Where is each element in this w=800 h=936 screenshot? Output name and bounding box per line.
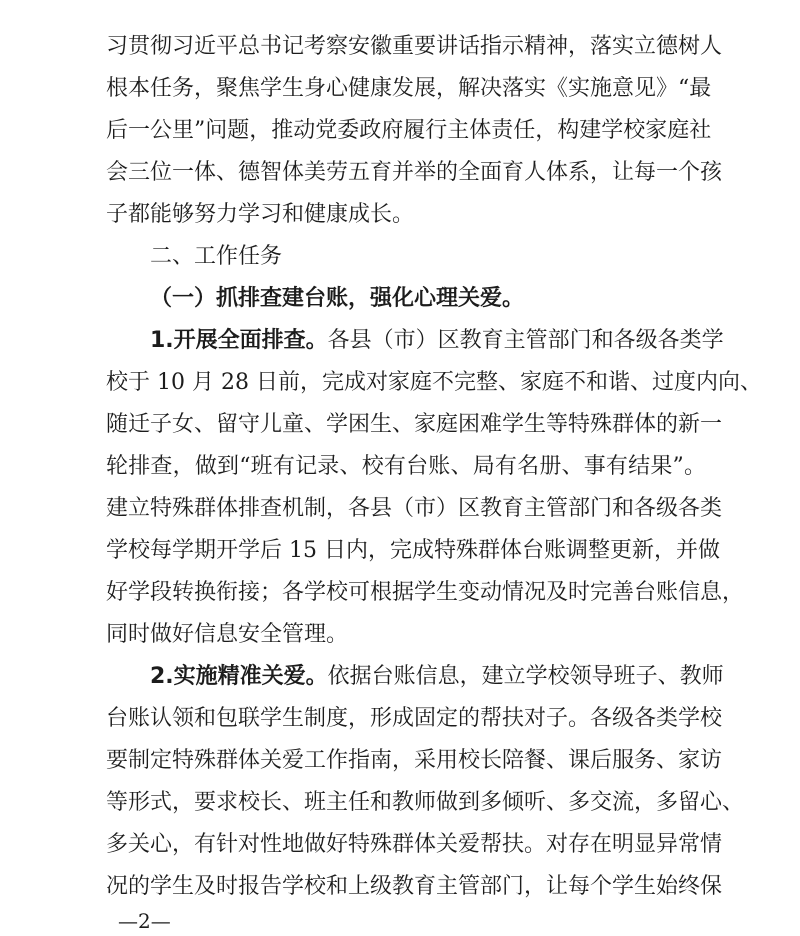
item2-line-4: 等形式，要求校长、班主任和教师做到多倾听、多交流，多留心、 [106,790,745,815]
item2-title: 2.实施精准关爱。 [150,664,328,689]
item2-line-2: 台账认领和包联学生制度，形成固定的帮扶对子。各级各类学校 [106,706,723,731]
item2-line-6: 况的学生及时报告学校和上级教育主管部门，让每个学生始终保 [106,874,723,899]
paragraph-line-3: 后一公里”问题，推动党委政府履行主体责任，构建学校家庭社 [106,118,712,143]
paragraph-line-1: 习贯彻习近平总书记考察安徽重要讲话指示精神，落实立德树人 [106,34,723,59]
paragraph-line-5: 子都能够努力学习和健康成长。 [106,202,415,227]
item1-line-7: 好学段转换衔接；各学校可根据学生变动情况及时完善台账信息， [106,580,745,605]
item1-title: 1.开展全面排查。 [150,328,328,353]
item1-line-5: 建立特殊群体排查机制，各县（市）区教育主管部门和各级各类 [106,496,723,521]
paragraph-line-2: 根本任务，聚焦学生身心健康发展，解决落实《实施意见》“最 [106,76,712,101]
item1-line-3: 随迁子女、留守儿童、学困生、家庭困难学生等特殊群体的新一 [106,412,723,437]
subsection-heading: （一）抓排查建台账，强化心理关爱。 [150,286,525,311]
item2-first-line [150,658,724,696]
page-number: —2— [118,909,171,933]
item2-line-3: 要制定特殊群体关爱工作指南，采用校长陪餐、课后服务、家访 [106,748,723,773]
item1-line-6: 学校每学期开学后 15 日内，完成特殊群体台账调整更新，并做 [106,538,720,563]
item1-line-4: 轮排查，做到“班有记录、校有台账、局有名册、事有结果”。 [106,454,706,479]
item1-first-line [150,322,724,360]
item1-line-2: 校于 10 月 28 日前，完成对家庭不完整、家庭不和谐、过度内向、 [106,370,762,395]
item2-first-line-rest: 依据台账信息，建立学校领导班子、教师 [327,664,724,689]
section-heading: 二、工作任务 [150,244,283,269]
item1-line-8: 同时做好信息安全管理。 [106,622,349,647]
paragraph-line-4: 会三位一体、德智体美劳五育并举的全面育人体系，让每一个孩 [106,160,723,185]
item2-line-5: 多关心，有针对性地做好特殊群体关爱帮扶。对存在明显异常情 [106,832,723,857]
item1-first-line-rest: 各县（市）区教育主管部门和各级各类学 [327,328,724,353]
